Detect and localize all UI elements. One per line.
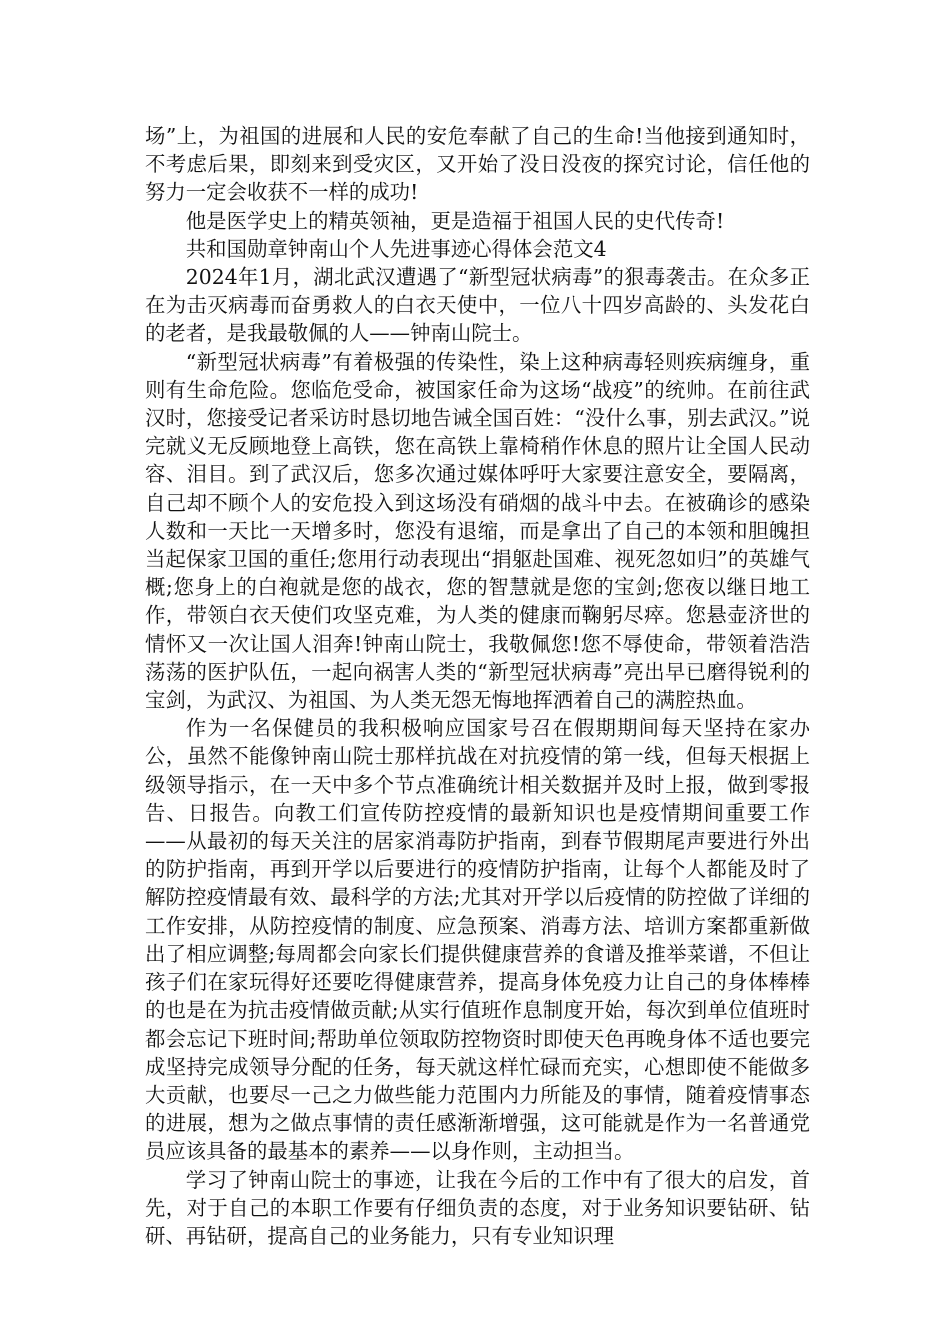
- paragraph-conclusion: 学习了钟南山院士的事迹，让我在今后的工作中有了很大的启发，首先，对于自己的本职工作要有仔细负责的态度，对于业务知识要钻研、钻研、再钻研，提高自己的业务能力，只有专业知识理: [145, 1167, 810, 1248]
- paragraph-intro: 2024年1月，湖北武汉遭遇了“新型冠状病毒”的狠毒袭击。在众多正在为击灭病毒而奋勇救人的白衣天使中，一位八十四岁高龄的、头发花白的老者，是我最敬佩的人——钟南山院士。: [145, 265, 810, 346]
- document-page: [145, 122, 810, 1250]
- paragraph-body: “新型冠状病毒”有着极强的传染性，染上这种病毒轻则疾病缠身，重则有生命危险。您临危受命，被国家任命为这场“战疫”的统帅。在前往武汉时，您接受记者采访时恳切地告诫全国百姓：“没什么事，别去武汉。”说完就义无反顾地登上高铁，您在高铁上靠椅稍作休息的照片让全国人民动容、泪目。到了武汉后，您多次通过媒体呼吁大家要注意安全，要隔离，自己却不顾个人的安危投入到这场没有硝烟的战斗中去。在被确诊的感染人数和一天比一天增多时，您没有退缩，而是拿出了自己的本领和胆魄担当起保家卫国的重任;您用行动表现出“捐躯赴国难、视死忽如归”的英雄气概;您身上的白袍就是您的战衣，您的智慧就是您的宝剑;您夜以继日地工作，带领白衣天使们攻坚克难，为人类的健康而鞠躬尽瘁。您悬壶济世的情怀又一次让国人泪奔!钟南山院士，我敬佩您!您不辱使命，带领着浩浩荡荡的医护队伍，一起向祸害人类的“新型冠状病毒”亮出早已磨得锐利的宝剑，为武汉、为祖国、为人类无怨无悔地挥洒着自己的满腔热血。: [145, 349, 810, 713]
- paragraph-personal: 作为一名保健员的我积极响应国家号召在假期期间每天坚持在家办公，虽然不能像钟南山院士那样抗战在对抗疫情的第一线，但每天根据上级领导指示，在一天中多个节点准确统计相关数据并及时上报，做到零报告、日报告。向教工们宣传防控疫情的最新知识也是疫情期间重要工作——从最初的每天关注的居家消毒防护指南，到春节假期尾声要进行外出的防护指南，再到开学以后要进行的疫情防护指南，让每个人都能及时了解防控疫情最有效、最科学的方法;尤其对开学以后疫情的防控做了详细的工作安排，从防控疫情的制度、应急预案、消毒方法、培训方案都重新做出了相应调整;每周都会向家长们提供健康营养的食谱及推举菜谱，不但让孩子们在家玩得好还要吃得健康营养，提高身体免疫力让自己的身体棒棒的也是在为抗击疫情做贡献;从实行值班作息制度开始，每次到单位值班时都会忘记下班时间;帮助单位领取防控物资时即使天色再晚身体不适也要完成坚持完成领导分配的任务，每天就这样忙碌而充实，心想即使不能做多大贡献，也要尽一己之力做些能力范围内力所能及的事情，随着疫情事态的进展，想为之做点事情的责任感渐渐增强，这可能就是作为一名普通党员应该具备的最基本的素养——以身作则，主动担当。: [145, 716, 810, 1164]
- paragraph-summary: 他是医学史上的精英领袖，更是造福于祖国人民的史代传奇!: [185, 208, 725, 233]
- paragraph-continuation: 场”上，为祖国的进展和人民的安危奉献了自己的生命!当他接到通知时，不考虑后果，即刻来到受灾区，又开始了没日没夜的探究讨论，信任他的努力一定会收获不一样的成功!: [145, 124, 810, 205]
- section-heading: 共和国勋章钟南山个人先进事迹心得体会范文4: [185, 236, 607, 261]
